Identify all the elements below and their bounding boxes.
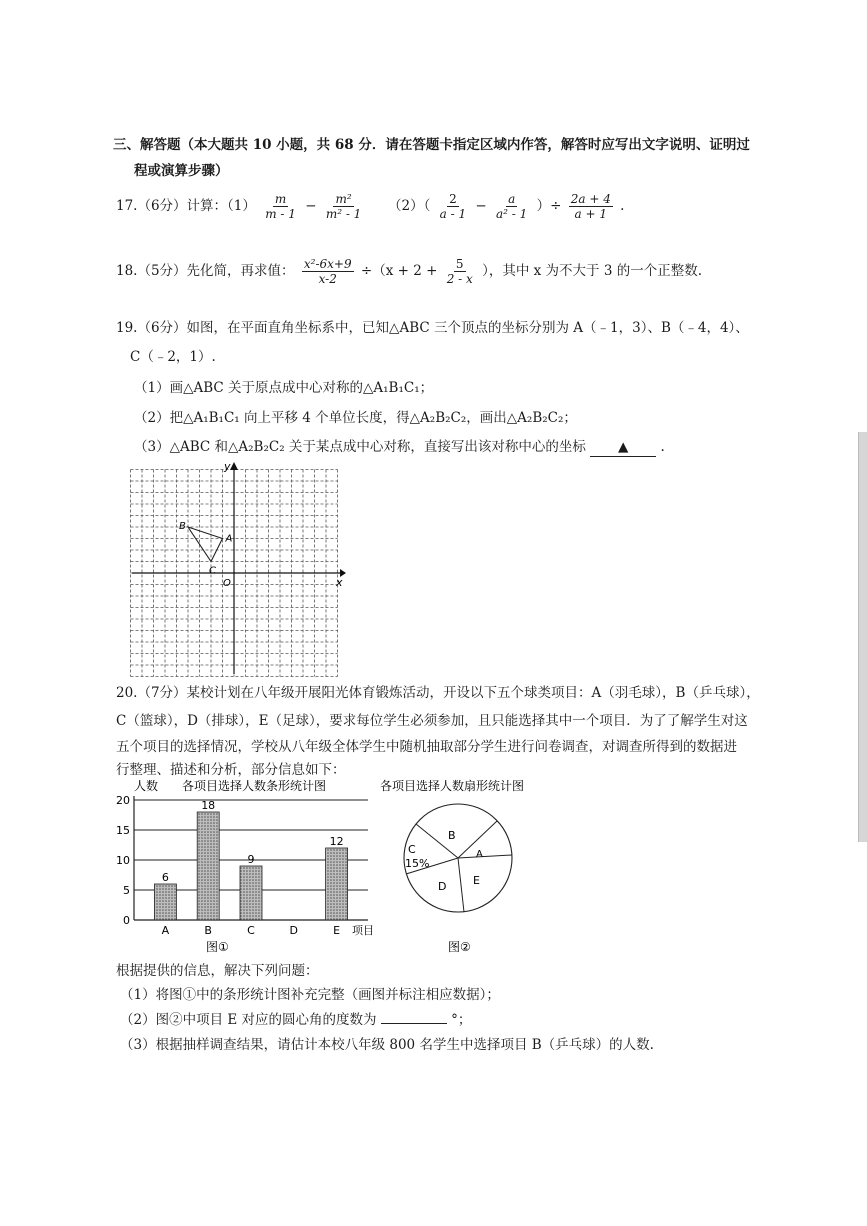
info-heading: 根据提供的信息，解决下列问题： (116, 963, 319, 979)
triangle-abc (188, 527, 223, 562)
y-axis-label: y (224, 460, 231, 473)
bar-value-label: 18 (201, 799, 216, 812)
question-19-item3: （3）△ABC 和△A₂B₂C₂ 关于某点成中心对称，直接写出该对称中心的坐标 ▲ . (134, 439, 665, 455)
pie-chart (376, 774, 556, 954)
x-axis-label: x (336, 576, 343, 589)
vertex-a-label: A (225, 533, 233, 545)
bar-xtick-label: E (333, 924, 341, 937)
bar-b (197, 812, 219, 920)
bar-chart-ylabel: 人数 (134, 779, 159, 793)
bar-chart-xticks (162, 924, 340, 937)
question-20-sub1: （1）将图①中的条形统计图补充完整（画图并标注相应数据）； (120, 987, 500, 1003)
fraction-m-over-m-1: $\frac{m}{m - 1}$ (265, 192, 296, 221)
question-19-line1: 19.（6分）如图，在平面直角坐标系中，已知△ABC 三个顶点的坐标分别为 A（﹣1，3）、B（﹣4，4）、 (116, 320, 749, 336)
bar-xtick-label: A (161, 924, 170, 937)
bar-ytick-label: 0 (123, 914, 130, 927)
bar-xtick-label: C (247, 924, 255, 937)
bar-value-label: 9 (247, 853, 255, 866)
bar-xtick-label: D (289, 924, 299, 937)
question-19-item1: （1）画△ABC 关于原点成中心对称的△A₁B₁C₁； (134, 380, 434, 396)
bar-chart-xlabel: 项目 (352, 924, 374, 937)
pie-label-c: C (408, 843, 416, 856)
origin-label: O (223, 578, 231, 589)
section-header-line1: 三、解答题（本大题共 10 小题，共 68 分．请在答题卡指定区域内作答，解答时应写出文字说明、证明过 (113, 137, 750, 153)
fraction-2a4-over-a1: $\frac{2a + 4}{a + 1}$ (570, 192, 611, 221)
pie-label-b: B (448, 829, 456, 842)
question-20-sub2: （2）图②中项目 E 对应的圆心角的度数为 °； (120, 1012, 472, 1028)
fraction-a-over-a2-1: $\frac{a}{\text{a² - 1}}$ (496, 192, 528, 221)
bar-value-label: 12 (329, 835, 344, 848)
y-axis-arrow-icon (230, 462, 238, 470)
coordinate-grid (128, 458, 350, 678)
question-20-line4: 行整理、描述和分析，部分信息如下： (116, 762, 346, 778)
bar-ytick-label: 10 (116, 854, 130, 867)
question-20-line1: 20.（7分）某校计划在八年级开展阳光体育锻炼活动，开设以下五个球类项目：A（羽毛球），B（乒乓球）， (116, 685, 760, 701)
bar-ytick-label: 15 (116, 824, 130, 837)
question-19-item2: （2）把△A₁B₁C₁ 向上平移 4 个单位长度，得△A₂B₂C₂，画出△A₂B₂C₂； (134, 410, 577, 426)
fraction-m2-over-m2-1: $\frac{\text{m²}}{\text{m² - 1}}$ (325, 192, 362, 221)
pie-divider-e-d (458, 858, 464, 912)
question-17: 17.（6分）计算：（1） $\frac{m}{m - 1}$ − $\frac{\text{m²}}{\text{m² - 1}}$ (116, 192, 362, 221)
bar-e (326, 848, 348, 920)
question-18: 18.（5分）先化简，再求值： $\frac{\text{x²-6x+9}}{x-2}$ ÷（x + 2 + $\frac{5}{2 - x}$ ），其中 x 为不大于 3 的一个正整数. (116, 257, 703, 286)
bar-ytick-label: 5 (123, 884, 130, 897)
bar-chart-caption: 图① (206, 940, 229, 954)
bar-chart-yticks (116, 794, 130, 927)
question-19-line2: C（﹣2，1）. (130, 349, 216, 365)
bar-value-label: 6 (161, 871, 169, 884)
question-20-sub3: （3）根据抽样调查结果，请估计本校八年级 800 名学生中选择项目 B（乒乓球）的人数. (120, 1037, 654, 1053)
pie-divider-a-e (458, 855, 512, 858)
question-20-line2: C（篮球），D（排球），E（足球），要求每位学生必须参加，且只能选择其中一个项目．为了了解学生对这 (116, 713, 748, 729)
bar-ytick-label: 20 (116, 794, 130, 807)
scrollbar[interactable] (858, 432, 867, 842)
fraction-q18-main: $\frac{\text{x²-6x+9}}{x-2}$ (303, 257, 352, 286)
pie-label-c-percent: 15% (405, 857, 430, 870)
pie-chart-title: 各项目选择人数扇形统计图 (380, 779, 525, 793)
bar-chart-title: 各项目选择人数条形统计图 (182, 779, 327, 793)
pie-label-a: A (476, 849, 483, 860)
answer-blank-20-2[interactable] (381, 1023, 447, 1024)
pie-chart-caption: 图② (448, 940, 471, 954)
question-20-line3: 五个项目的选择情况，学校从八年级全体学生中随机抽取部分学生进行问卷调查，对调查所得到的数据进 (116, 739, 737, 755)
answer-blank-19-3[interactable]: ▲ (590, 438, 656, 457)
bar-xtick-label: B (204, 924, 212, 937)
bar-chart (108, 774, 384, 954)
bar-c (240, 866, 262, 920)
pie-label-d: D (438, 880, 447, 893)
fraction-2-over-a-1: $\frac{2}{a - 1}$ (439, 192, 467, 221)
pie-label-e: E (473, 874, 480, 887)
vertex-b-label: B (179, 521, 186, 532)
bar-a (154, 884, 176, 920)
section-header-line2: 程或演算步骤） (134, 163, 229, 179)
question-17-part-2: （2）（ $\frac{2}{a - 1}$ − $\frac{a}{\text{a² - 1}}$ ）÷ $\frac{2a + 4}{a + 1}$ . (388, 192, 625, 221)
vertex-c-label: C (209, 565, 216, 577)
fraction-q18-5-over-2-x: $\frac{5}{2 - x}$ (446, 257, 473, 286)
